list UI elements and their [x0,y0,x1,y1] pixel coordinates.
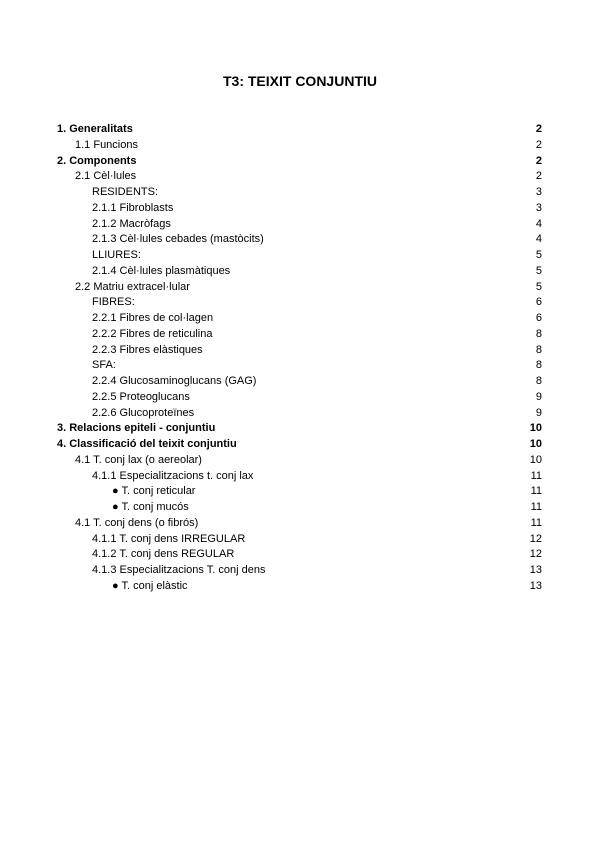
toc-entry[interactable] [57,217,542,233]
toc-entry-label: 2.2 Matriu extracel·lular [75,280,190,293]
toc-entry-page-number: 12 [529,532,542,545]
document-title: T3: TEIXIT CONJUNTIU [222,73,377,89]
toc-entry-page-number: 5 [535,249,542,261]
toc-entry[interactable] [57,563,542,579]
toc-entry-label: 4. Classificació del teixit conjuntiu [57,438,237,450]
toc-entry-page-number: 11 [530,485,542,498]
toc-entry[interactable] [57,406,542,422]
toc-entry-label: 1. Generalitats [57,123,133,135]
toc-entry-label: 4.1.2 T. conj dens REGULAR [92,548,235,561]
toc-entry-label: ● T. conj reticular [112,485,196,498]
toc-entry-label: 4.1.3 Especialitzacions T. conj dens [92,564,266,576]
toc-entry-page-number: 13 [529,579,542,592]
toc-entry[interactable] [57,343,542,359]
toc-entry[interactable] [57,327,542,343]
toc-entry-label: 2.2.1 Fibres de col·lagen [92,312,214,324]
toc-entry-page-number: 2 [535,123,542,135]
toc-entry-label: 4.1 T. conj dens (o fibrós) [75,516,199,529]
toc-entry[interactable] [57,138,542,154]
toc-entry[interactable] [57,154,542,170]
toc-entry-page-number: 11 [530,516,542,529]
toc-entry-page-number: 10 [529,422,542,435]
toc-entry-label: 2.1.1 Fibroblasts [92,201,174,214]
toc-entry-page-number: 2 [535,154,542,167]
toc-entry-page-number: 4 [535,217,542,230]
toc-entry-page-number: 4 [535,233,542,246]
toc-entry-page-number: 11 [530,469,542,482]
toc-entry-page-number: 13 [529,564,542,576]
toc-entry-page-number: 8 [535,327,542,340]
toc-entry[interactable] [57,248,542,264]
toc-entry[interactable] [57,295,542,311]
toc-entry[interactable] [57,264,542,280]
toc-entry-label: FIBRES: [92,296,135,309]
toc-entry-page-number: 5 [535,280,542,293]
toc-entry-label: 2.2.6 Glucoproteïnes [92,406,195,419]
toc-entry[interactable] [57,169,542,185]
toc-entry-page-number: 10 [529,453,542,466]
toc-entry-page-number: 11 [530,501,542,513]
table-of-contents [57,122,542,595]
toc-entry[interactable] [57,122,542,138]
toc-entry-label: LLIURES: [92,249,141,261]
toc-entry-label: 2.2.2 Fibres de reticulina [92,327,213,340]
toc-entry[interactable] [57,469,542,485]
toc-entry-page-number: 8 [535,375,542,387]
toc-entry[interactable] [57,484,542,500]
toc-entry-label: 4.1.1 Especialitzacions t. conj lax [92,469,254,482]
toc-entry[interactable] [57,201,542,217]
toc-entry[interactable] [57,500,542,516]
toc-entry-label: 2.2.3 Fibres elàstiques [92,343,203,356]
toc-entry-label: 3. Relacions epiteli - conjuntiu [57,422,216,435]
toc-entry[interactable] [57,453,542,469]
toc-entry-page-number: 2 [535,170,542,183]
toc-entry-label: 2.1 Cèl·lules [75,170,137,183]
toc-entry[interactable] [57,421,542,437]
toc-entry-page-number: 8 [535,343,542,356]
toc-entry-label: 2.1.2 Macròfags [92,217,171,230]
toc-entry-label: 2.1.4 Cèl·lules plasmàtiques [92,264,231,277]
toc-entry[interactable] [57,532,542,548]
toc-entry[interactable] [57,437,542,453]
toc-entry-page-number: 2 [535,138,542,151]
toc-entry-label: 2. Components [57,154,137,167]
toc-entry-page-number: 8 [535,359,542,372]
toc-entry[interactable] [57,579,542,595]
toc-entry[interactable] [57,547,542,563]
toc-entry[interactable] [57,232,542,248]
toc-entry[interactable] [57,185,542,201]
toc-entry[interactable] [57,358,542,374]
toc-entry-page-number: 6 [535,296,542,309]
toc-entry-page-number: 3 [535,186,542,198]
toc-entry[interactable] [57,280,542,296]
toc-entry-page-number: 6 [535,312,542,324]
toc-entry[interactable] [57,311,542,327]
toc-entry[interactable] [57,516,542,532]
toc-entry-label: RESIDENTS: [92,186,159,198]
toc-entry-page-number: 9 [535,390,542,403]
toc-entry-label: 1.1 Funcions [75,138,138,151]
toc-entry-page-number: 10 [529,438,542,450]
toc-entry-label: ● T. conj elàstic [112,579,188,592]
toc-entry-page-number: 5 [535,264,542,277]
toc-entry-page-number: 9 [535,406,542,419]
toc-entry[interactable] [57,374,542,390]
toc-entry-label: ● T. conj mucós [112,501,189,513]
toc-entry-label: 4.1 T. conj lax (o aereolar) [75,453,202,466]
toc-entry[interactable] [57,390,542,406]
toc-entry-page-number: 3 [535,201,542,214]
toc-entry-label: SFA: [92,359,116,372]
toc-entry-label: 2.2.4 Glucosaminoglucans (GAG) [92,375,257,387]
toc-entry-page-number: 12 [529,548,542,561]
toc-entry-label: 4.1.1 T. conj dens IRREGULAR [92,532,246,545]
toc-entry-label: 2.2.5 Proteoglucans [92,390,190,403]
toc-entry-label: 2.1.3 Cèl·lules cebades (mastòcits) [92,233,264,246]
